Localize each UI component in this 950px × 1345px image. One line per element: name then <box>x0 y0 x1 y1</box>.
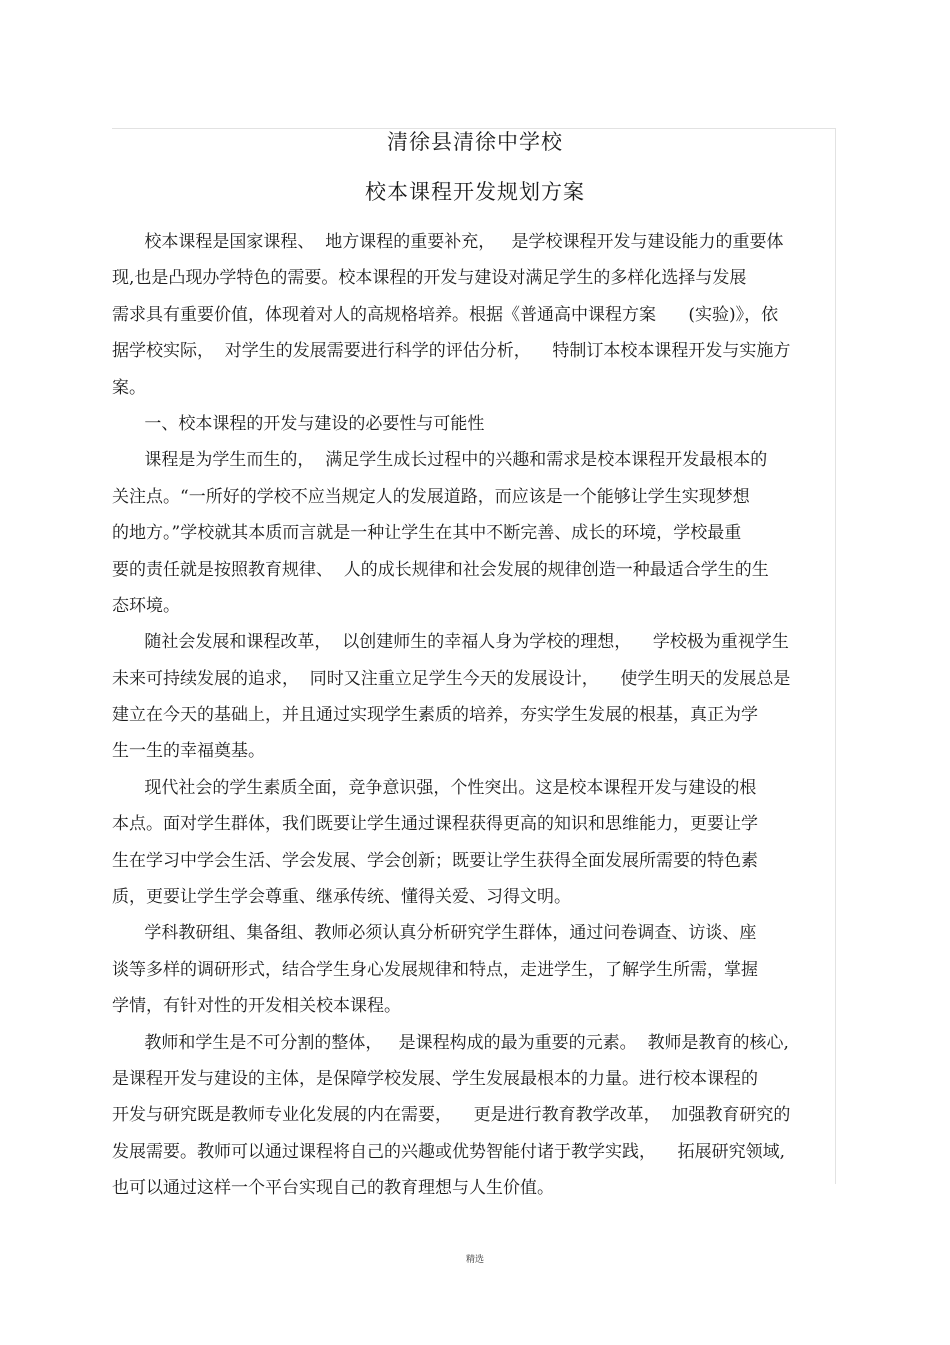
text-line: 也可以通过这样一个平台实现自己的教育理想与人生价值。 <box>112 1178 554 1199</box>
text-line: 是课程开发与建设的主体，是保障学校发展、学生发展最根本的力量。进行校本课程的 <box>112 1068 758 1089</box>
text-line: 关注点。“一所好的学校不应当规定人的发展道路，而应该是一个能够让学生实现梦想 <box>112 486 750 507</box>
text-line: 现,也是凸现办学特色的需要。校本课程的开发与建设对满足学生的多样化选择与发展 <box>112 268 747 289</box>
text-line: 学情，有针对性的开发相关校本课程。 <box>112 996 401 1017</box>
section-heading: 一、校本课程的开发与建设的必要性与可能性 <box>112 413 485 434</box>
school-name: 清徐县清徐中学校 <box>387 130 563 154</box>
text-line: 开发与研究既是教师专业化发展的内在需要， 更是进行教育教学改革， 加强教育研究的 <box>112 1105 791 1126</box>
text-line: 谈等多样的调研形式，结合学生身心发展规律和特点，走进学生，了解学生所需，掌握 <box>112 959 758 980</box>
text-line: 现代社会的学生素质全面，竞争意识强，个性突出。这是校本课程开发与建设的根 <box>112 777 757 798</box>
document-body <box>112 224 836 1207</box>
text-line: 本点。面对学生群体，我们既要让学生通过课程获得更高的知识和思维能力，更要让学 <box>112 814 758 835</box>
page-footer: 精选 <box>465 1255 484 1265</box>
text-line: 课程是为学生而生的， 满足学生成长过程中的兴趣和需求是校本课程开发最根本的 <box>112 450 768 471</box>
document-title: 校本课程开发规划方案 <box>365 180 585 204</box>
text-line: 生一生的幸福奠基。 <box>112 741 265 762</box>
text-line: 要的责任就是按照教育规律、 人的成长规律和社会发展的规律创造一种最适合学生的生 <box>112 559 769 580</box>
text-line: 质，更要让学生学会尊重、继承传统、懂得关爱、习得文明。 <box>112 887 571 908</box>
text-line: 据学校实际， 对学生的发展需要进行科学的评估分析， 特制订本校本课程开发与实施方 <box>112 341 791 362</box>
text-line: 的地方。”学校就其本质而言就是一种让学生在其中不断完善、成长的环境，学校最重 <box>112 523 742 544</box>
text-line: 案。 <box>112 377 146 398</box>
text-line: 需求具有重要价值，体现着对人的高规格培养。根据《普通高中课程方案 (实验)》，依 <box>112 304 779 325</box>
text-line: 态环境。 <box>112 595 180 616</box>
text-line: 建立在今天的基础上，并且通过实现学生素质的培养，夯实学生发展的根基，真正为学 <box>112 705 758 726</box>
text-line: 随社会发展和课程改革， 以创建师生的幸福人身为学校的理想， 学校极为重视学生 <box>112 632 789 653</box>
text-line: 生在学习中学会生活、学会发展、学会创新；既要让学生获得全面发展所需要的特色素 <box>112 850 758 871</box>
text-line: 发展需要。教师可以通过课程将自己的兴趣或优势智能付诸于教学实践， 拓展研究领域, <box>112 1141 786 1162</box>
text-line: 教师和学生是不可分割的整体， 是课程构成的最为重要的元素。 教师是教育的核心, <box>112 1032 789 1053</box>
text-line: 未来可持续发展的追求， 同时又注重立足学生今天的发展设计， 使学生明天的发展总是 <box>112 668 791 689</box>
text-line: 学科教研组、集备组、教师必须认真分析研究学生群体，通过问卷调查、访谈、座 <box>112 923 757 944</box>
text-line: 校本课程是国家课程、 地方课程的重要补充， 是学校课程开发与建设能力的重要体 <box>112 232 784 252</box>
